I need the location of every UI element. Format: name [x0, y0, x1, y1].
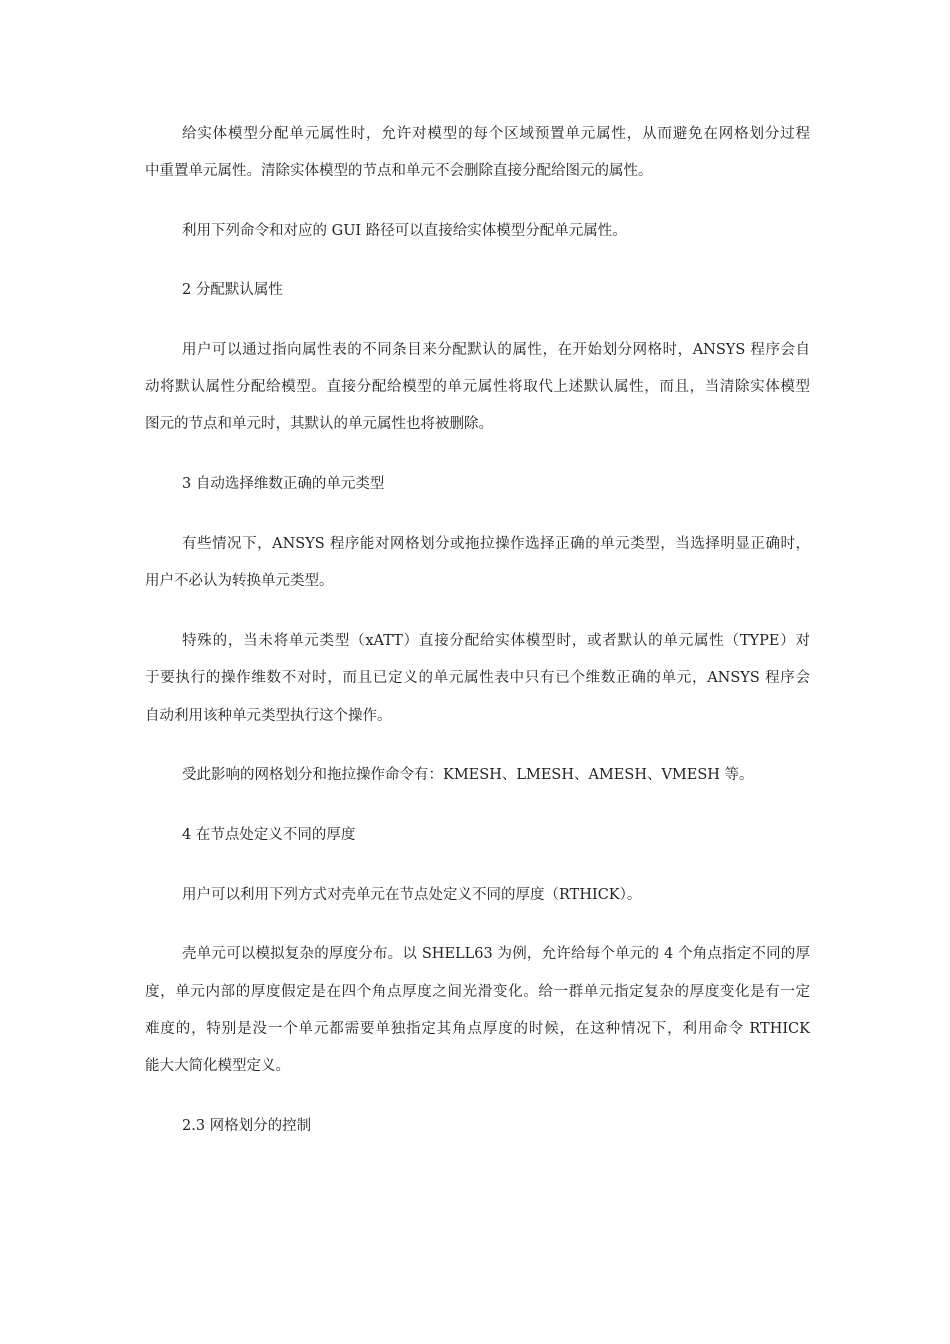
paragraph-line: 中重置单元属性。清除实体模型的节点和单元不会删除直接分配给图元的属性。	[145, 163, 653, 179]
paragraph-line: 壳单元可以模拟复杂的厚度分布。以 SHELL63 为例，允许给每个单元的 4 个角点指定不同的厚	[182, 946, 810, 962]
paragraph-line: 给实体模型分配单元属性时，允许对模型的每个区域预置单元属性，从而避免在网格划分过程	[182, 126, 810, 142]
paragraph-line: 能大大简化模型定义。	[145, 1058, 290, 1074]
paragraph-line: 用户不必认为转换单元类型。	[145, 573, 334, 589]
section-heading: 3 自动选择维数正确的单元类型	[182, 476, 385, 492]
paragraph-line: 度，单元内部的厚度假定是在四个角点厚度之间光滑变化。给一群单元指定复杂的厚度变化是有一定	[145, 984, 810, 1000]
paragraph-line: 利用下列命令和对应的 GUI 路径可以直接给实体模型分配单元属性。	[182, 223, 627, 239]
paragraph-line: 用户可以利用下列方式对壳单元在节点处定义不同的厚度（RTHICK）。	[182, 887, 642, 903]
section-heading: 4 在节点处定义不同的厚度	[182, 827, 356, 843]
paragraph-line: 难度的，特别是没一个单元都需要单独指定其角点厚度的时候，在这种情况下，利用命令 RTHICK	[145, 1021, 810, 1037]
paragraph-line: 受此影响的网格划分和拖拉操作命令有：KMESH、LMESH、AMESH、VMESH 等。	[182, 767, 754, 783]
paragraph-line: 用户可以通过指向属性表的不同条目来分配默认的属性，在开始划分网格时，ANSYS 程序会自	[182, 342, 810, 358]
paragraph-line: 图元的节点和单元时，其默认的单元属性也将被删除。	[145, 416, 493, 432]
section-heading: 2 分配默认属性	[182, 282, 283, 298]
paragraph-line: 自动利用该种单元类型执行这个操作。	[145, 708, 392, 724]
paragraph-line: 有些情况下，ANSYS 程序能对网格划分或拖拉操作选择正确的单元类型，当选择明显正确时，	[182, 536, 810, 552]
paragraph-line: 特殊的，当未将单元类型（xATT）直接分配给实体模型时，或者默认的单元属性（TYPE）对	[182, 633, 810, 649]
paragraph-line: 于要执行的操作维数不对时，而且已定义的单元属性表中只有已个维数正确的单元，ANSYS 程序会	[145, 670, 810, 686]
paragraph-line: 动将默认属性分配给模型。直接分配给模型的单元属性将取代上述默认属性，而且，当清除实体模型	[145, 379, 810, 395]
section-heading: 2.3 网格划分的控制	[182, 1118, 312, 1134]
